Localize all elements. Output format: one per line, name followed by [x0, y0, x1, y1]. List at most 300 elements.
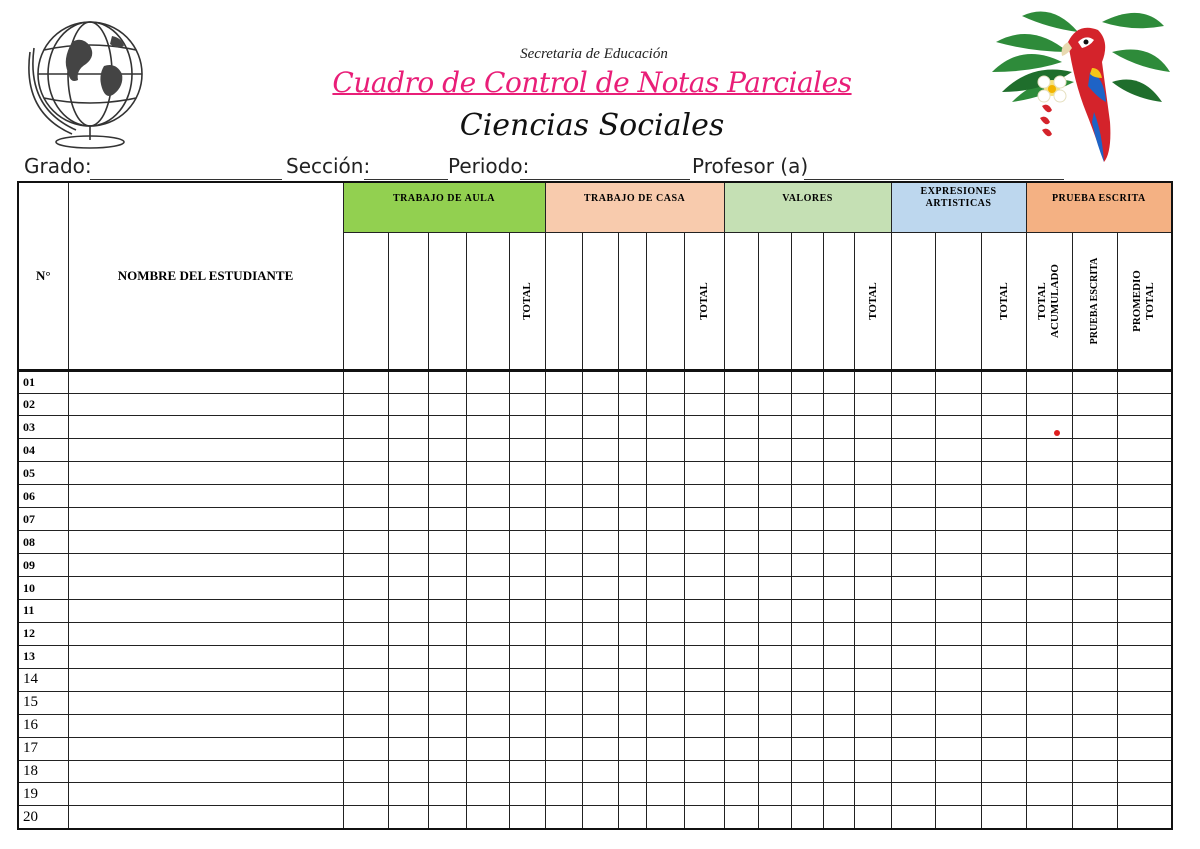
grade-cell[interactable] — [1026, 577, 1072, 600]
grade-cell[interactable] — [1072, 783, 1117, 806]
grade-cell[interactable] — [684, 508, 724, 531]
grade-cell[interactable] — [646, 393, 684, 416]
grade-cell[interactable] — [1072, 416, 1117, 439]
grado-field[interactable] — [90, 179, 282, 180]
grade-cell[interactable] — [823, 691, 854, 714]
grade-cell[interactable] — [466, 416, 509, 439]
grade-cell[interactable] — [1072, 508, 1117, 531]
grade-cell[interactable] — [684, 393, 724, 416]
grade-cell[interactable] — [428, 554, 466, 577]
grade-cell[interactable] — [509, 554, 545, 577]
grade-cell[interactable] — [981, 668, 1026, 691]
grade-cell[interactable] — [935, 668, 981, 691]
grade-cell[interactable] — [981, 462, 1026, 485]
grade-cell[interactable] — [758, 577, 791, 600]
grade-cell[interactable] — [343, 737, 388, 760]
grade-cell[interactable] — [618, 806, 646, 829]
grade-cell[interactable] — [1026, 370, 1072, 393]
grade-cell[interactable] — [466, 577, 509, 600]
grade-cell[interactable] — [388, 577, 428, 600]
grade-cell[interactable] — [466, 760, 509, 783]
grade-cell[interactable] — [854, 370, 891, 393]
student-name-cell[interactable] — [68, 714, 343, 737]
grade-cell[interactable] — [582, 416, 618, 439]
grade-cell[interactable] — [509, 577, 545, 600]
grade-cell[interactable] — [935, 760, 981, 783]
grade-cell[interactable] — [509, 668, 545, 691]
grade-cell[interactable] — [1117, 531, 1172, 554]
grade-cell[interactable] — [343, 508, 388, 531]
student-name-cell[interactable] — [68, 485, 343, 508]
grade-cell[interactable] — [724, 645, 758, 668]
grade-cell[interactable] — [981, 485, 1026, 508]
grade-cell[interactable] — [758, 508, 791, 531]
grade-cell[interactable] — [1026, 485, 1072, 508]
grade-cell[interactable] — [1117, 554, 1172, 577]
grade-cell[interactable] — [343, 645, 388, 668]
grade-cell[interactable] — [428, 668, 466, 691]
grade-cell[interactable] — [684, 554, 724, 577]
grade-cell[interactable] — [1117, 416, 1172, 439]
grade-cell[interactable] — [1117, 462, 1172, 485]
grade-cell[interactable] — [646, 806, 684, 829]
grade-cell[interactable] — [823, 806, 854, 829]
grade-cell[interactable] — [981, 714, 1026, 737]
grade-cell[interactable] — [1072, 668, 1117, 691]
grade-cell[interactable] — [509, 393, 545, 416]
grade-cell[interactable] — [684, 439, 724, 462]
student-name-cell[interactable] — [68, 691, 343, 714]
grade-cell[interactable] — [1072, 714, 1117, 737]
student-name-cell[interactable] — [68, 622, 343, 645]
grade-cell[interactable] — [545, 370, 582, 393]
grade-cell[interactable] — [981, 599, 1026, 622]
grade-cell[interactable] — [509, 760, 545, 783]
grade-cell[interactable] — [1072, 462, 1117, 485]
grade-cell[interactable] — [343, 577, 388, 600]
grade-cell[interactable] — [891, 783, 935, 806]
grade-cell[interactable] — [854, 554, 891, 577]
student-name-cell[interactable] — [68, 599, 343, 622]
grade-cell[interactable] — [823, 714, 854, 737]
grade-cell[interactable] — [758, 485, 791, 508]
grade-cell[interactable] — [758, 599, 791, 622]
grade-cell[interactable] — [388, 462, 428, 485]
grade-cell[interactable] — [618, 645, 646, 668]
grade-cell[interactable] — [582, 462, 618, 485]
student-name-cell[interactable] — [68, 668, 343, 691]
grade-cell[interactable] — [791, 531, 823, 554]
grade-cell[interactable] — [724, 783, 758, 806]
grade-cell[interactable] — [724, 485, 758, 508]
grade-cell[interactable] — [854, 806, 891, 829]
grade-cell[interactable] — [935, 416, 981, 439]
grade-cell[interactable] — [823, 622, 854, 645]
grade-cell[interactable] — [343, 806, 388, 829]
grade-cell[interactable] — [758, 622, 791, 645]
grade-cell[interactable] — [388, 416, 428, 439]
grade-cell[interactable] — [724, 760, 758, 783]
seccion-field[interactable] — [364, 179, 448, 180]
grade-cell[interactable] — [646, 622, 684, 645]
grade-cell[interactable] — [854, 416, 891, 439]
grade-cell[interactable] — [724, 714, 758, 737]
grade-cell[interactable] — [545, 645, 582, 668]
grade-cell[interactable] — [891, 806, 935, 829]
grade-cell[interactable] — [935, 554, 981, 577]
grade-cell[interactable] — [724, 370, 758, 393]
grade-cell[interactable] — [1072, 691, 1117, 714]
grade-cell[interactable] — [1117, 645, 1172, 668]
grade-cell[interactable] — [891, 508, 935, 531]
grade-cell[interactable] — [582, 485, 618, 508]
grade-cell[interactable] — [823, 370, 854, 393]
grade-cell[interactable] — [854, 737, 891, 760]
grade-cell[interactable] — [823, 508, 854, 531]
student-name-cell[interactable] — [68, 416, 343, 439]
grade-cell[interactable] — [343, 485, 388, 508]
grade-cell[interactable] — [758, 737, 791, 760]
grade-cell[interactable] — [791, 462, 823, 485]
grade-cell[interactable] — [388, 554, 428, 577]
grade-cell[interactable] — [891, 714, 935, 737]
grade-cell[interactable] — [428, 531, 466, 554]
grade-cell[interactable] — [646, 783, 684, 806]
grade-cell[interactable] — [823, 645, 854, 668]
grade-cell[interactable] — [509, 599, 545, 622]
grade-cell[interactable] — [684, 622, 724, 645]
grade-cell[interactable] — [646, 439, 684, 462]
grade-cell[interactable] — [646, 599, 684, 622]
student-name-cell[interactable] — [68, 577, 343, 600]
grade-cell[interactable] — [646, 645, 684, 668]
grade-cell[interactable] — [466, 531, 509, 554]
grade-cell[interactable] — [1072, 439, 1117, 462]
grade-cell[interactable] — [935, 439, 981, 462]
grade-cell[interactable] — [646, 691, 684, 714]
grade-cell[interactable] — [935, 393, 981, 416]
grade-cell[interactable] — [684, 531, 724, 554]
grade-cell[interactable] — [935, 714, 981, 737]
grade-cell[interactable] — [724, 599, 758, 622]
grade-cell[interactable] — [758, 760, 791, 783]
grade-cell[interactable] — [1026, 645, 1072, 668]
grade-cell[interactable] — [343, 714, 388, 737]
grade-cell[interactable] — [428, 737, 466, 760]
grade-cell[interactable] — [758, 783, 791, 806]
grade-cell[interactable] — [343, 599, 388, 622]
grade-cell[interactable] — [684, 760, 724, 783]
grade-cell[interactable] — [545, 439, 582, 462]
grade-cell[interactable] — [582, 622, 618, 645]
grade-cell[interactable] — [466, 508, 509, 531]
grade-cell[interactable] — [545, 599, 582, 622]
grade-cell[interactable] — [935, 531, 981, 554]
grade-cell[interactable] — [1026, 760, 1072, 783]
grade-cell[interactable] — [466, 645, 509, 668]
student-name-cell[interactable] — [68, 393, 343, 416]
grade-cell[interactable] — [618, 668, 646, 691]
grade-cell[interactable] — [891, 760, 935, 783]
grade-cell[interactable] — [684, 806, 724, 829]
grade-cell[interactable] — [854, 577, 891, 600]
grade-cell[interactable] — [545, 668, 582, 691]
grade-cell[interactable] — [466, 370, 509, 393]
grade-cell[interactable] — [428, 485, 466, 508]
grade-cell[interactable] — [758, 645, 791, 668]
grade-cell[interactable] — [935, 577, 981, 600]
grade-cell[interactable] — [1117, 622, 1172, 645]
grade-cell[interactable] — [684, 691, 724, 714]
grade-cell[interactable] — [428, 783, 466, 806]
grade-cell[interactable] — [684, 416, 724, 439]
grade-cell[interactable] — [343, 393, 388, 416]
grade-cell[interactable] — [343, 691, 388, 714]
grade-cell[interactable] — [724, 806, 758, 829]
grade-cell[interactable] — [509, 370, 545, 393]
grade-cell[interactable] — [1072, 531, 1117, 554]
grade-cell[interactable] — [1072, 554, 1117, 577]
grade-cell[interactable] — [854, 508, 891, 531]
grade-cell[interactable] — [1026, 806, 1072, 829]
grade-cell[interactable] — [388, 737, 428, 760]
grade-cell[interactable] — [891, 485, 935, 508]
grade-cell[interactable] — [343, 416, 388, 439]
grade-cell[interactable] — [791, 485, 823, 508]
grade-cell[interactable] — [618, 760, 646, 783]
grade-cell[interactable] — [582, 737, 618, 760]
grade-cell[interactable] — [582, 393, 618, 416]
grade-cell[interactable] — [935, 622, 981, 645]
grade-cell[interactable] — [684, 645, 724, 668]
grade-cell[interactable] — [935, 508, 981, 531]
grade-cell[interactable] — [891, 668, 935, 691]
grade-cell[interactable] — [758, 806, 791, 829]
grade-cell[interactable] — [758, 393, 791, 416]
grade-cell[interactable] — [545, 577, 582, 600]
grade-cell[interactable] — [582, 668, 618, 691]
grade-cell[interactable] — [545, 737, 582, 760]
grade-cell[interactable] — [935, 645, 981, 668]
grade-cell[interactable] — [466, 554, 509, 577]
grade-cell[interactable] — [1026, 668, 1072, 691]
grade-cell[interactable] — [618, 577, 646, 600]
grade-cell[interactable] — [981, 439, 1026, 462]
student-name-cell[interactable] — [68, 783, 343, 806]
grade-cell[interactable] — [935, 462, 981, 485]
grade-cell[interactable] — [823, 416, 854, 439]
grade-cell[interactable] — [1117, 783, 1172, 806]
grade-cell[interactable] — [545, 554, 582, 577]
grade-cell[interactable] — [388, 645, 428, 668]
grade-cell[interactable] — [388, 531, 428, 554]
grade-cell[interactable] — [618, 714, 646, 737]
grade-cell[interactable] — [428, 462, 466, 485]
grade-cell[interactable] — [509, 645, 545, 668]
grade-cell[interactable] — [758, 370, 791, 393]
grade-cell[interactable] — [1026, 783, 1072, 806]
grade-cell[interactable] — [343, 783, 388, 806]
grade-cell[interactable] — [758, 691, 791, 714]
grade-cell[interactable] — [854, 599, 891, 622]
grade-cell[interactable] — [582, 370, 618, 393]
grade-cell[interactable] — [618, 370, 646, 393]
student-name-cell[interactable] — [68, 508, 343, 531]
grade-cell[interactable] — [428, 599, 466, 622]
student-name-cell[interactable] — [68, 370, 343, 393]
grade-cell[interactable] — [582, 714, 618, 737]
grade-cell[interactable] — [758, 668, 791, 691]
grade-cell[interactable] — [981, 577, 1026, 600]
grade-cell[interactable] — [545, 462, 582, 485]
grade-cell[interactable] — [684, 714, 724, 737]
grade-cell[interactable] — [646, 531, 684, 554]
grade-cell[interactable] — [646, 737, 684, 760]
grade-cell[interactable] — [724, 622, 758, 645]
grade-cell[interactable] — [1117, 668, 1172, 691]
grade-cell[interactable] — [823, 577, 854, 600]
grade-cell[interactable] — [791, 508, 823, 531]
grade-cell[interactable] — [545, 416, 582, 439]
grade-cell[interactable] — [388, 370, 428, 393]
grade-cell[interactable] — [791, 691, 823, 714]
grade-cell[interactable] — [545, 714, 582, 737]
grade-cell[interactable] — [509, 714, 545, 737]
grade-cell[interactable] — [466, 668, 509, 691]
grade-cell[interactable] — [891, 737, 935, 760]
grade-cell[interactable] — [388, 393, 428, 416]
grade-cell[interactable] — [428, 416, 466, 439]
grade-cell[interactable] — [891, 370, 935, 393]
grade-cell[interactable] — [854, 393, 891, 416]
grade-cell[interactable] — [1026, 416, 1072, 439]
student-name-cell[interactable] — [68, 462, 343, 485]
grade-cell[interactable] — [1026, 599, 1072, 622]
profesor-field[interactable] — [804, 179, 1064, 180]
grade-cell[interactable] — [891, 554, 935, 577]
grade-cell[interactable] — [1117, 714, 1172, 737]
grade-cell[interactable] — [1072, 622, 1117, 645]
grade-cell[interactable] — [823, 531, 854, 554]
grade-cell[interactable] — [791, 645, 823, 668]
grade-cell[interactable] — [981, 691, 1026, 714]
grade-cell[interactable] — [854, 760, 891, 783]
student-name-cell[interactable] — [68, 645, 343, 668]
grade-cell[interactable] — [618, 783, 646, 806]
grade-cell[interactable] — [428, 760, 466, 783]
grade-cell[interactable] — [1026, 737, 1072, 760]
grade-cell[interactable] — [935, 783, 981, 806]
grade-cell[interactable] — [935, 737, 981, 760]
grade-cell[interactable] — [724, 439, 758, 462]
grade-cell[interactable] — [854, 668, 891, 691]
grade-cell[interactable] — [646, 416, 684, 439]
grade-cell[interactable] — [758, 462, 791, 485]
grade-cell[interactable] — [724, 577, 758, 600]
grade-cell[interactable] — [343, 622, 388, 645]
grade-cell[interactable] — [618, 531, 646, 554]
grade-cell[interactable] — [509, 462, 545, 485]
grade-cell[interactable] — [582, 599, 618, 622]
grade-cell[interactable] — [466, 806, 509, 829]
grade-cell[interactable] — [466, 439, 509, 462]
grade-cell[interactable] — [388, 668, 428, 691]
grade-cell[interactable] — [981, 508, 1026, 531]
grade-cell[interactable] — [388, 760, 428, 783]
grade-cell[interactable] — [935, 806, 981, 829]
grade-cell[interactable] — [791, 783, 823, 806]
grade-cell[interactable] — [1026, 531, 1072, 554]
grade-cell[interactable] — [582, 806, 618, 829]
grade-cell[interactable] — [935, 599, 981, 622]
grade-cell[interactable] — [891, 393, 935, 416]
grade-cell[interactable] — [1072, 370, 1117, 393]
grade-cell[interactable] — [545, 622, 582, 645]
grade-cell[interactable] — [791, 393, 823, 416]
grade-cell[interactable] — [891, 416, 935, 439]
grade-cell[interactable] — [758, 554, 791, 577]
grade-cell[interactable] — [582, 645, 618, 668]
grade-cell[interactable] — [791, 760, 823, 783]
grade-cell[interactable] — [388, 508, 428, 531]
grade-cell[interactable] — [545, 393, 582, 416]
grade-cell[interactable] — [791, 554, 823, 577]
student-name-cell[interactable] — [68, 760, 343, 783]
grade-cell[interactable] — [891, 645, 935, 668]
grade-cell[interactable] — [981, 645, 1026, 668]
grade-cell[interactable] — [891, 577, 935, 600]
grade-cell[interactable] — [1026, 439, 1072, 462]
grade-cell[interactable] — [1072, 645, 1117, 668]
grade-cell[interactable] — [758, 531, 791, 554]
grade-cell[interactable] — [582, 554, 618, 577]
grade-cell[interactable] — [582, 531, 618, 554]
grade-cell[interactable] — [981, 622, 1026, 645]
grade-cell[interactable] — [791, 599, 823, 622]
grade-cell[interactable] — [428, 508, 466, 531]
grade-cell[interactable] — [758, 416, 791, 439]
grade-cell[interactable] — [684, 462, 724, 485]
grade-cell[interactable] — [684, 783, 724, 806]
grade-cell[interactable] — [1117, 691, 1172, 714]
grade-cell[interactable] — [545, 531, 582, 554]
grade-cell[interactable] — [618, 462, 646, 485]
periodo-field[interactable] — [520, 179, 690, 180]
grade-cell[interactable] — [618, 439, 646, 462]
grade-cell[interactable] — [791, 622, 823, 645]
grade-cell[interactable] — [1117, 370, 1172, 393]
student-name-cell[interactable] — [68, 554, 343, 577]
grade-cell[interactable] — [1026, 622, 1072, 645]
grade-cell[interactable] — [981, 416, 1026, 439]
student-name-cell[interactable] — [68, 439, 343, 462]
grade-cell[interactable] — [724, 416, 758, 439]
grade-cell[interactable] — [1117, 439, 1172, 462]
grade-cell[interactable] — [891, 462, 935, 485]
grade-cell[interactable] — [466, 783, 509, 806]
grade-cell[interactable] — [1117, 485, 1172, 508]
grade-cell[interactable] — [1117, 508, 1172, 531]
grade-cell[interactable] — [388, 485, 428, 508]
grade-cell[interactable] — [618, 393, 646, 416]
grade-cell[interactable] — [343, 531, 388, 554]
grade-cell[interactable] — [545, 485, 582, 508]
grade-cell[interactable] — [428, 691, 466, 714]
grade-cell[interactable] — [791, 668, 823, 691]
grade-cell[interactable] — [646, 714, 684, 737]
grade-cell[interactable] — [1026, 714, 1072, 737]
grade-cell[interactable] — [509, 416, 545, 439]
